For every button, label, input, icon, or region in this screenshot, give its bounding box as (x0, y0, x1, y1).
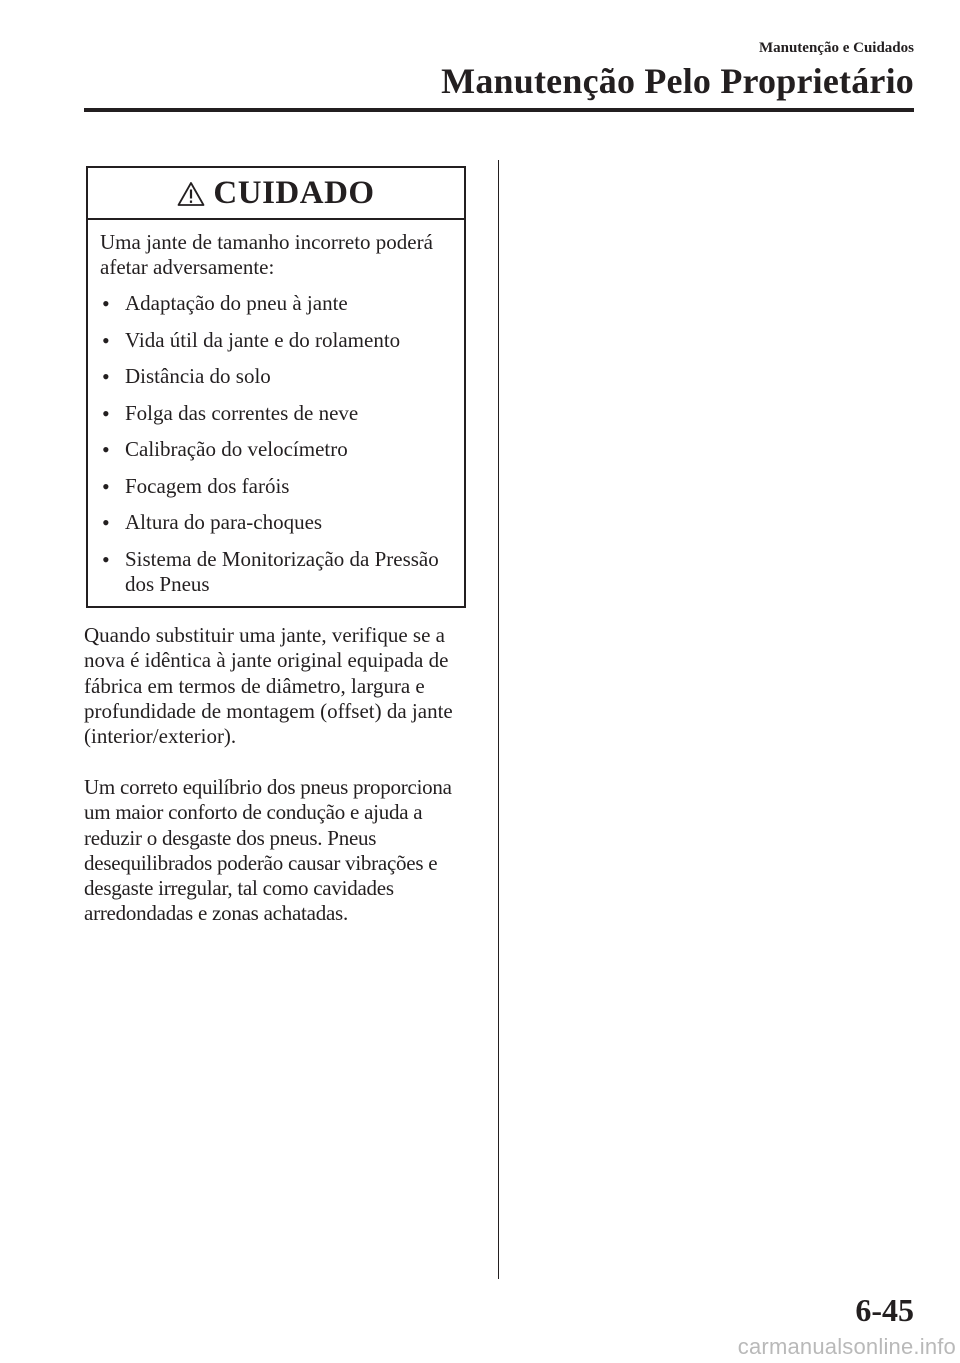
list-item: • Focagem dos faróis (100, 474, 452, 499)
list-item: • Folga das correntes de neve (100, 401, 452, 426)
warning-triangle-icon (177, 181, 205, 207)
header-rule (84, 108, 914, 112)
column-divider (498, 160, 499, 1279)
watermark: carmanualsonline.info (737, 1334, 956, 1359)
list-item: • Altura do para-choques (100, 510, 452, 535)
list-item: • Adaptação do pneu à jante (100, 291, 452, 316)
caution-box (86, 166, 466, 608)
list-item: • Vida útil da jante e do rolamento (100, 328, 452, 353)
page-number: 6-45 (855, 1292, 914, 1328)
list-item: • Distância do solo (100, 364, 452, 389)
list-item: • Sistema de Monitorização da Pressão dos Pneus (100, 547, 452, 597)
chapter-title: Manutenção Pelo Proprietário (441, 61, 914, 101)
body-paragraph-balance: Um correto equilíbrio dos pneus proporciona um maior conforto de condução e ajuda a reduzir o desgaste dos pneus. Pneus desequilibrados poderão causar vibrações e desgaste irregular, tal como cavidades arredondadas e zonas achatadas. (84, 775, 452, 926)
body-paragraph-offset: Quando substituir uma jante, verifique se a nova é idêntica à jante original equipada de fábrica em termos de diâmetro, largura e profundidade de montagem (offset) da jante (interior/exterior). (84, 623, 453, 749)
caution-title: CUIDADO (213, 174, 375, 211)
caution-list (100, 291, 452, 597)
list-item: • Calibração do velocímetro (100, 437, 452, 462)
caution-body (88, 220, 464, 597)
caution-intro: Uma jante de tamanho incorreto poderá afetar adversamente: (100, 230, 433, 279)
section-label: Manutenção e Cuidados (758, 40, 914, 56)
caution-header (88, 168, 464, 220)
